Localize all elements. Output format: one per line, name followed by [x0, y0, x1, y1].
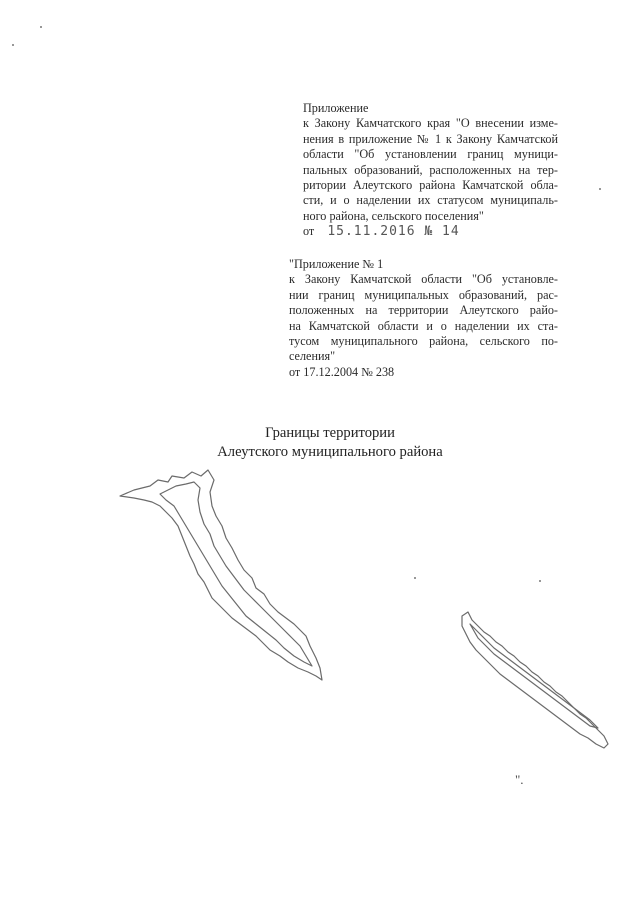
appendix-line: пальных образований, расположенных на тер-: [303, 162, 558, 177]
scan-speck: [539, 580, 541, 582]
scan-speck: [40, 26, 42, 28]
scan-speck: [12, 44, 14, 46]
appendix-line: на Камчатской области и о наделении их ста-: [289, 318, 558, 333]
date-prefix: от: [303, 224, 315, 239]
map-title-line: Алеутского муниципального района: [217, 444, 443, 460]
appendix-date-line: от 17.12.2004 № 238: [289, 364, 395, 379]
appendix-line: сти, и о наделении их статусом муниципаль-: [303, 193, 558, 208]
scan-speck: [599, 188, 601, 190]
appendix-line: ного района, сельского поселения": [303, 208, 484, 223]
closing-quote-mark: ".: [515, 772, 524, 787]
appendix-line: тусом муниципального района, сельского по-: [289, 334, 558, 349]
appendix-line: нения в приложение № 1 к Закону Камчатской: [303, 131, 558, 146]
appendix-line: положенных на территории Алеутского райо-: [289, 303, 558, 318]
bering-island-outline: [120, 470, 322, 680]
appendix-line: к Закону Камчатской области "Об установле-: [289, 272, 558, 287]
appendix-line: области "Об установлении границ муници-: [303, 147, 558, 162]
scan-speck: [414, 577, 416, 579]
date-stamp: 15.11.2016 № 14: [327, 224, 460, 240]
appendix-line: к Закону Камчатского края "О внесении изме-: [303, 116, 558, 131]
appendix-line: селения": [289, 349, 336, 364]
map-title-line: Границы территории: [265, 425, 395, 441]
bering-island-inner-outline: [160, 482, 312, 666]
appendix-line: нии границ муниципальных образований, рас-: [289, 287, 558, 302]
appendix-heading: "Приложение № 1: [289, 257, 384, 271]
medny-island-outline: [462, 612, 608, 748]
appendix-heading: Приложение: [303, 101, 369, 115]
appendix-line: ритории Алеутского района Камчатской обла-: [303, 178, 558, 193]
